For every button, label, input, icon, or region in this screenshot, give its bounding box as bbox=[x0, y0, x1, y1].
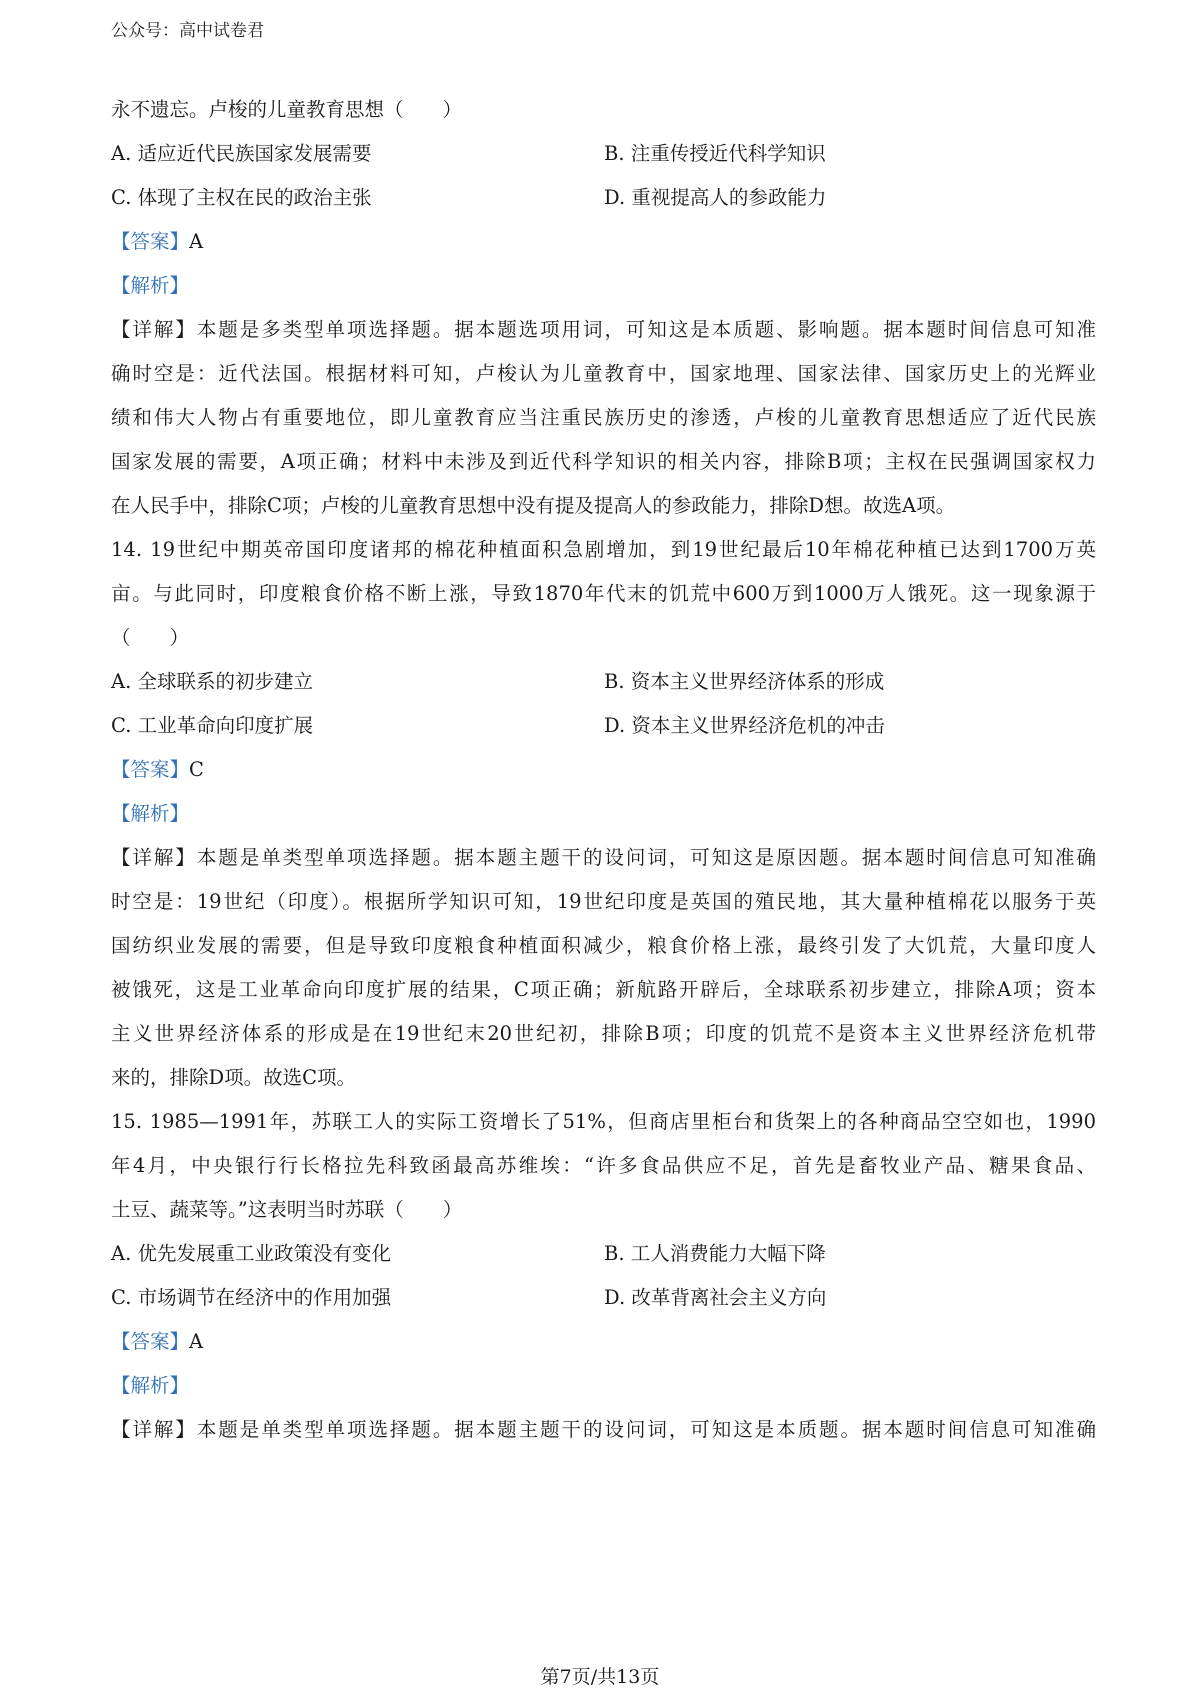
page-header: 公众号：高中试卷君 bbox=[111, 21, 264, 41]
q14-option-b: B. 资本主义世界经济体系的形成 bbox=[604, 670, 885, 693]
answer-value: A bbox=[189, 230, 204, 253]
q13-option-d: D. 重视提高人的参政能力 bbox=[604, 186, 827, 209]
q15-stem-line-3: 土豆、蔬菜等。”这表明当时苏联（ ） bbox=[111, 1198, 463, 1221]
q13-detail-line-4: 国家发展的需要，A项正确；材料中未涉及到近代科学知识的相关内容，排除B项；主权在民强调国家权力 bbox=[111, 450, 1096, 473]
q15-answer bbox=[111, 1326, 203, 1354]
detail-text: 本题是多类型单项选择题。据本题选项用词，可知这是本质题、影响题。据本题时间信息可知准 bbox=[196, 318, 1096, 341]
detail-tag: 【详解】 bbox=[111, 1418, 197, 1441]
q13-analysis-tag bbox=[111, 270, 189, 298]
analysis-tag: 【解析】 bbox=[111, 274, 190, 297]
analysis-tag: 【解析】 bbox=[111, 802, 190, 825]
q14-option-d: D. 资本主义世界经济危机的冲击 bbox=[604, 714, 885, 737]
q13-option-c: C. 体现了主权在民的政治主张 bbox=[111, 186, 372, 209]
q13-stem-tail: 永不遗忘。卢梭的儿童教育思想（ ） bbox=[111, 98, 463, 121]
q13-detail-line-2: 确时空是：近代法国。根据材料可知，卢梭认为儿童教育中，国家地理、国家法律、国家历史上的光辉业 bbox=[111, 362, 1096, 385]
q15-option-c: C. 市场调节在经济中的作用加强 bbox=[111, 1286, 392, 1309]
detail-text: 本题是单类型单项选择题。据本题主题干的设问词，可知这是本质题。据本题时间信息可知准确 bbox=[196, 1418, 1096, 1441]
q15-detail-line-1 bbox=[111, 1414, 1096, 1442]
q14-stem-line-1: 14. 19世纪中期英帝国印度诸邦的棉花种植面积急剧增加，到19世纪最后10年棉花种植已达到1700万英 bbox=[111, 538, 1096, 561]
q15-stem-line-1: 15. 1985—1991年，苏联工人的实际工资增长了51%，但商店里柜台和货架上的各种商品空空如也，1990 bbox=[111, 1110, 1096, 1133]
q14-stem-line-2: 亩。与此同时，印度粮食价格不断上涨，导致1870年代末的饥荒中600万到1000万人饿死。这一现象源于 bbox=[111, 582, 1096, 605]
answer-value: A bbox=[189, 1330, 204, 1353]
q15-analysis-tag bbox=[111, 1370, 189, 1398]
q15-option-d: D. 改革背离社会主义方向 bbox=[604, 1286, 827, 1309]
q14-detail-line-3: 国纺织业发展的需要，但是导致印度粮食种植面积减少，粮食价格上涨，最终引发了大饥荒，大量印度人 bbox=[111, 934, 1096, 957]
answer-tag: 【答案】 bbox=[111, 1330, 190, 1353]
q14-analysis-tag bbox=[111, 798, 189, 826]
analysis-tag: 【解析】 bbox=[111, 1374, 190, 1397]
q14-stem-line-3: （ ） bbox=[111, 626, 190, 649]
q13-detail-line-3: 绩和伟大人物占有重要地位，即儿童教育应当注重民族历史的渗透，卢梭的儿童教育思想适应了近代民族 bbox=[111, 406, 1096, 429]
q14-option-a: A. 全球联系的初步建立 bbox=[111, 670, 313, 693]
answer-tag: 【答案】 bbox=[111, 758, 190, 781]
q14-option-c: C. 工业革命向印度扩展 bbox=[111, 714, 314, 737]
q15-option-b: B. 工人消费能力大幅下降 bbox=[604, 1242, 826, 1265]
q13-option-a: A. 适应近代民族国家发展需要 bbox=[111, 142, 372, 165]
q14-answer bbox=[111, 754, 204, 782]
answer-value: C bbox=[189, 758, 204, 781]
q13-detail-line-1 bbox=[111, 314, 1096, 342]
detail-tag: 【详解】 bbox=[111, 846, 197, 869]
q14-detail-line-2: 时空是：19世纪（印度）。根据所学知识可知，19世纪印度是英国的殖民地，其大量种植棉花以服务于英 bbox=[111, 890, 1096, 913]
page-footer: 第7页/共13页 bbox=[540, 1666, 660, 1688]
answer-tag: 【答案】 bbox=[111, 230, 190, 253]
detail-tag: 【详解】 bbox=[111, 318, 197, 341]
q14-detail-line-4: 被饿死，这是工业革命向印度扩展的结果，C项正确；新航路开辟后，全球联系初步建立，排除A项；资本 bbox=[111, 978, 1096, 1001]
detail-text: 本题是单类型单项选择题。据本题主题干的设问词，可知这是原因题。据本题时间信息可知准确 bbox=[196, 846, 1096, 869]
q13-option-b: B. 注重传授近代科学知识 bbox=[604, 142, 826, 165]
q14-detail-line-1 bbox=[111, 842, 1096, 870]
q14-detail-line-5: 主义世界经济体系的形成是在19世纪末20世纪初，排除B项；印度的饥荒不是资本主义世界经济危机带 bbox=[111, 1022, 1096, 1045]
q14-detail-line-6: 来的，排除D项。故选C项。 bbox=[111, 1066, 357, 1089]
q13-detail-line-5: 在人民手中，排除C项；卢梭的儿童教育思想中没有提及提高人的参政能力，排除D想。故选A项。 bbox=[111, 494, 956, 517]
q15-stem-line-2: 年4月，中央银行行长格拉先科致函最高苏维埃：“许多食品供应不足，首先是畜牧业产品、糖果食品、 bbox=[111, 1154, 1096, 1177]
q13-answer bbox=[111, 226, 203, 254]
q15-option-a: A. 优先发展重工业政策没有变化 bbox=[111, 1242, 391, 1265]
